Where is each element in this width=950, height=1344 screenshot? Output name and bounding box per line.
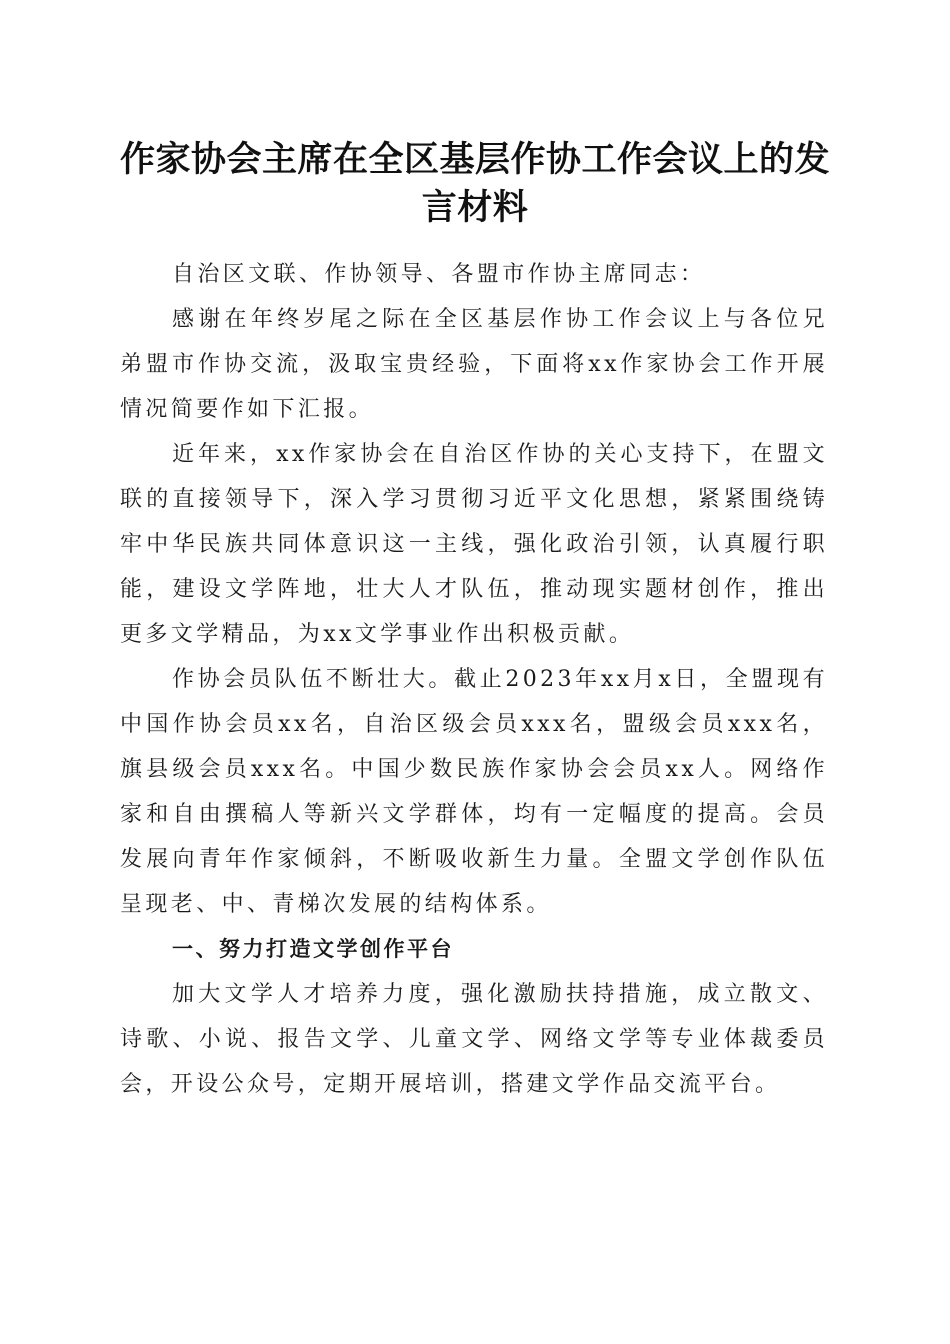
document-title: 作家协会主席在全区基层作协工作会议上的发言材料	[119, 139, 830, 228]
section-heading: 一、努力打造文学创作平台	[172, 937, 454, 961]
body-paragraph: 近年来，xx作家协会在自治区作协的关心支持下，在盟文联的直接领导下，深入学习贯彻习近平文化思想，紧紧围绕铸牢中华民族共同体意识这一主线，强化政治引领，认真履行职能，建设文学阵地，壮大人才队伍，推动现实题材创作，推出更多文学精品，为xx文学事业作出积极贡献。	[120, 442, 828, 647]
body-paragraph: 加大文学人才培养力度，强化激励扶持措施，成立散文、诗歌、小说、报告文学、儿童文学、网络文学等专业体裁委员会，开设公众号，定期开展培训，搭建文学作品交流平台。	[120, 982, 828, 1097]
salutation-paragraph: 自治区文联、作协领导、各盟市作协主席同志：	[172, 262, 706, 287]
document-body	[120, 252, 828, 1107]
body-paragraph: 感谢在年终岁尾之际在全区基层作协工作会议上与各位兄弟盟市作协交流，汲取宝贵经验，下面将xx作家协会工作开展情况简要作如下汇报。	[120, 307, 828, 422]
body-paragraph: 作协会员队伍不断壮大。截止2023年xx月x日，全盟现有中国作协会员xx名，自治区级会员xxx名，盟级会员xxx名，旗县级会员xxx名。中国少数民族作家协会会员xx人。网络作家和自由撰稿人等新兴文学群体，均有一定幅度的提高。会员发展向青年作家倾斜，不断吸收新生力量。全盟文学创作队伍呈现老、中、青梯次发展的结构体系。	[120, 667, 828, 917]
